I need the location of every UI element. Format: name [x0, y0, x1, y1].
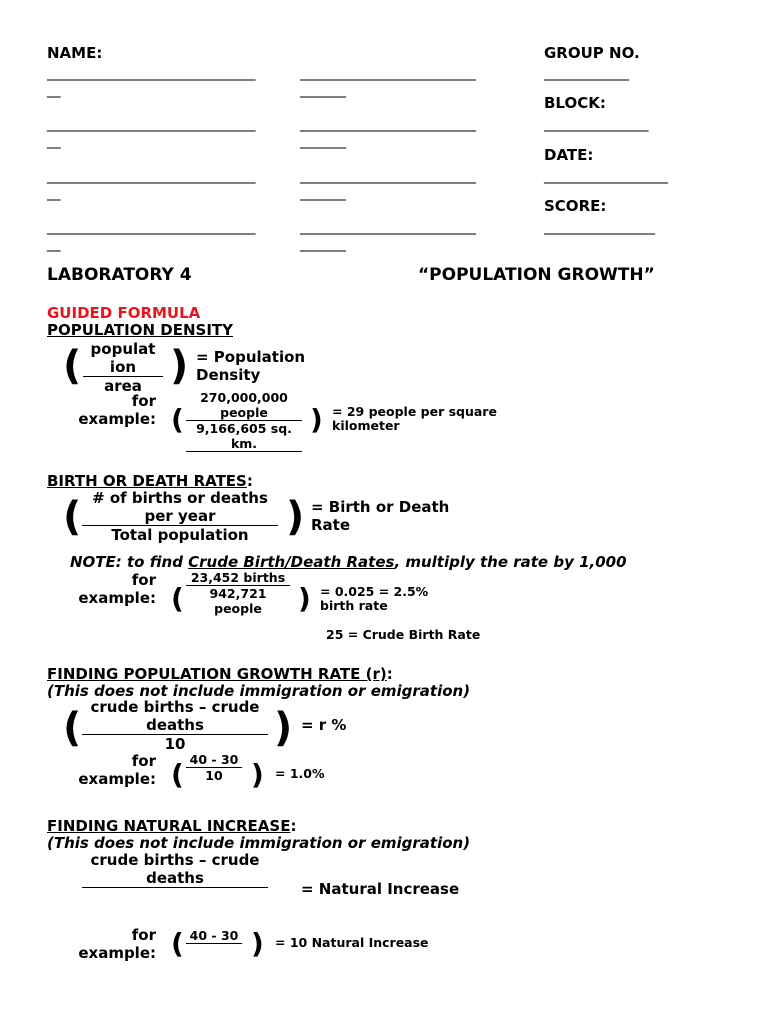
- name-line-2b-tail: _______: [300, 133, 346, 149]
- topic-title: “POPULATION GROWTH”: [418, 265, 655, 285]
- density-result: = Population Density: [196, 348, 306, 384]
- growth-result: = r %: [301, 716, 347, 734]
- score-line[interactable]: _________________: [544, 219, 655, 235]
- lab-title: LABORATORY 4: [47, 265, 192, 285]
- open-paren: (: [171, 582, 184, 615]
- natural-heading: FINDING NATURAL INCREASE:: [47, 817, 297, 835]
- close-paren: ): [251, 758, 264, 791]
- date-line[interactable]: ___________________: [544, 168, 668, 184]
- name-line-3b[interactable]: ___________________________: [300, 168, 476, 184]
- name-label: NAME:: [47, 44, 103, 62]
- score-label: SCORE:: [544, 197, 607, 215]
- open-paren: (: [63, 494, 82, 540]
- rates-for-example: for example:: [78, 571, 156, 607]
- name-line-1b[interactable]: ___________________________: [300, 65, 476, 81]
- density-numerator: populat ion: [90, 340, 156, 376]
- rates-fraction: [82, 489, 278, 544]
- rates-example-fraction: [186, 570, 290, 616]
- growth-numerator: crude births – crude deaths: [90, 698, 260, 734]
- name-line-1[interactable]: ________________________________: [47, 65, 255, 81]
- block-line[interactable]: ________________: [544, 116, 648, 132]
- growth-example-fraction: [186, 752, 242, 783]
- growth-subnote: (This does not include immigration or emigration): [47, 682, 471, 700]
- growth-for-example: for example:: [78, 752, 156, 788]
- open-paren: (: [171, 758, 184, 791]
- natural-for-example: for example:: [78, 926, 156, 962]
- rates-example-result: = 0.025 = 2.5% birth rate: [320, 584, 429, 613]
- name-line-4b-tail: _______: [300, 236, 346, 252]
- rates-crude-result: 25 = Crude Birth Rate: [326, 627, 481, 642]
- rates-example-numerator: 23,452 births: [190, 570, 286, 585]
- rates-result: = Birth or Death Rate: [311, 498, 450, 534]
- name-line-3[interactable]: ________________________________: [47, 168, 255, 184]
- name-line-3b-tail: _______: [300, 185, 346, 201]
- natural-example-result: = 10 Natural Increase: [275, 935, 429, 950]
- rates-denominator: Total population: [111, 526, 249, 544]
- open-paren: (: [171, 927, 184, 960]
- growth-denominator: 10: [164, 735, 186, 753]
- density-fraction: [83, 340, 163, 395]
- density-example-fraction: [186, 390, 302, 452]
- density-example-result: = 29 people per square kilometer: [332, 404, 497, 433]
- natural-numerator: crude births – crude deaths: [90, 851, 260, 887]
- block-label: BLOCK:: [544, 94, 606, 112]
- name-line-2[interactable]: ________________________________: [47, 116, 255, 132]
- close-paren: ): [170, 343, 189, 389]
- guided-formula-label: GUIDED FORMULA: [47, 304, 201, 322]
- close-paren: ): [286, 494, 305, 540]
- name-line-3-tail: __: [47, 185, 60, 201]
- name-line-2b[interactable]: ___________________________: [300, 116, 476, 132]
- open-paren: (: [63, 705, 82, 751]
- natural-example-fraction: [186, 928, 242, 944]
- growth-fraction: [82, 698, 268, 753]
- group-label: GROUP NO.: [544, 44, 640, 62]
- name-line-1-tail: __: [47, 82, 60, 98]
- open-paren: (: [171, 403, 184, 436]
- name-line-1b-tail: _______: [300, 82, 346, 98]
- rates-note: NOTE: to find Crude Birth/Death Rates, multiply the rate by 1,000: [70, 553, 627, 571]
- date-label: DATE:: [544, 146, 594, 164]
- open-paren: (: [63, 343, 82, 389]
- growth-example-result: = 1.0%: [275, 766, 325, 781]
- natural-subnote: (This does not include immigration or emigration): [47, 834, 471, 852]
- close-paren: ): [274, 705, 293, 751]
- growth-example-denominator: 10: [205, 768, 223, 783]
- group-line[interactable]: _____________: [544, 65, 629, 81]
- close-paren: ): [251, 927, 264, 960]
- close-paren: ): [298, 582, 311, 615]
- density-heading: POPULATION DENSITY: [47, 321, 233, 339]
- rates-numerator: # of births or deaths per year: [92, 489, 268, 525]
- density-example-denominator: 9,166,605 sq. km.: [186, 421, 302, 452]
- density-example-numerator: 270,000,000 people: [200, 390, 288, 420]
- density-for-example: for example:: [78, 392, 156, 428]
- name-line-4[interactable]: ________________________________: [47, 219, 255, 235]
- density-denominator: area: [104, 377, 142, 395]
- natural-result: = Natural Increase: [301, 880, 460, 898]
- rates-heading: BIRTH OR DEATH RATES:: [47, 472, 253, 490]
- name-line-4b[interactable]: ___________________________: [300, 219, 476, 235]
- rates-example-denominator: 942,721 people: [209, 586, 267, 616]
- close-paren: ): [310, 403, 323, 436]
- natural-example-numerator: 40 - 30: [186, 928, 242, 944]
- growth-example-numerator: 40 - 30: [189, 752, 239, 767]
- natural-fraction: [82, 851, 268, 888]
- fraction-bar: [82, 887, 268, 888]
- name-line-2-tail: __: [47, 133, 60, 149]
- name-line-4-tail: __: [47, 236, 60, 252]
- growth-heading: FINDING POPULATION GROWTH RATE (r):: [47, 665, 393, 683]
